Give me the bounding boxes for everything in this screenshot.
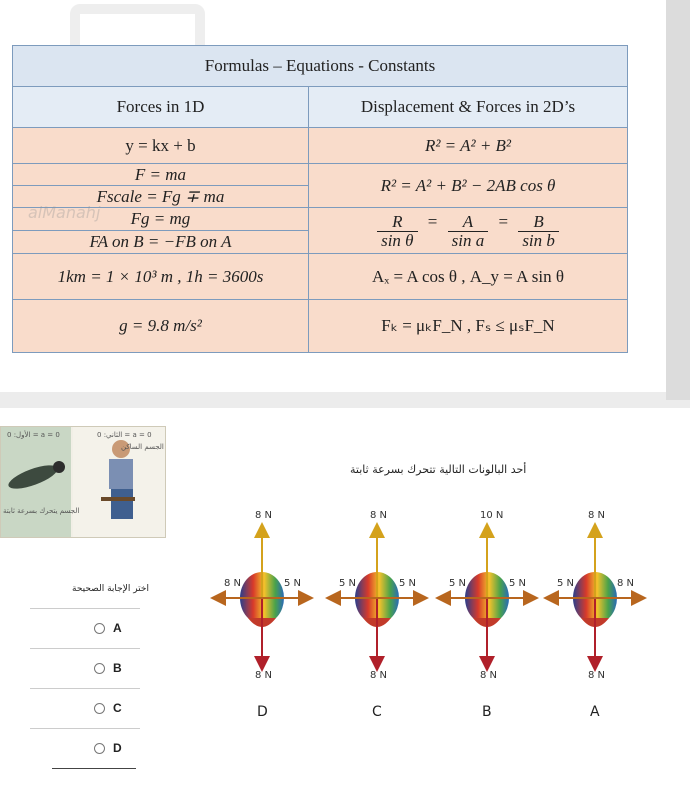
watermark-text-2: alManahj: [28, 203, 101, 222]
radio-icon[interactable]: [94, 743, 105, 754]
balloon-d: [218, 510, 306, 720]
illustration-photo: [0, 426, 166, 538]
balloon-letter: D: [257, 704, 268, 720]
force-label-right: 5 N: [399, 578, 417, 589]
formula-pythagoras: R² = A² + B²: [309, 128, 628, 164]
force-label-down: 8 N: [588, 670, 606, 681]
radio-icon[interactable]: [94, 663, 105, 674]
force-label-up: 8 N: [370, 510, 388, 521]
force-label-up: 10 N: [480, 510, 504, 521]
formula-scale-force: Fscale = Fg ∓ ma: [13, 185, 308, 207]
force-label-down: 8 N: [255, 670, 273, 681]
formula-unit-conversion: 1km = 1 × 10³ m , 1h = 3600s: [13, 254, 309, 300]
force-label-left: 5 N: [449, 578, 467, 589]
formula-weight: Fg = mg: [130, 209, 191, 228]
formula-sine-law: $\frac{R}{\text{sin θ}}$ = $\frac{A}{\text{sin a}}$ = $\frac{B}{\text{sin b}}$: [309, 208, 628, 254]
force-label-left: 8 N: [224, 578, 242, 589]
force-label-down: 8 N: [480, 670, 498, 681]
balloon-a: [551, 510, 639, 720]
option-d[interactable]: D: [30, 728, 140, 767]
radio-icon[interactable]: [94, 623, 105, 634]
force-label-right: 5 N: [509, 578, 527, 589]
formula-table: [12, 45, 628, 353]
balloon-b: [443, 510, 531, 720]
force-label-right: 5 N: [284, 578, 302, 589]
photo-label-2: الثاني: 0 = a = 0: [97, 431, 152, 439]
photo-label-4: الجسم يتحرك بسرعة ثابتة: [3, 507, 80, 515]
formula-newton-third: FA on B = −FB on A: [13, 230, 308, 253]
table-title: Formulas – Equations - Constants: [13, 46, 628, 87]
header-forces-1d: Forces in 1D: [13, 87, 309, 128]
force-label-up: 8 N: [255, 510, 273, 521]
option-b[interactable]: B: [30, 648, 140, 687]
formula-linear: y = kx + b: [13, 128, 309, 164]
balloon-letter: C: [372, 704, 382, 720]
formula-gravity: g = 9.8 m/s²: [13, 300, 309, 353]
formula-newton-second: F = ma: [134, 164, 187, 184]
header-displacement-2d: Displacement & Forces in 2D’s: [309, 87, 628, 128]
balloon-letter: A: [590, 704, 600, 720]
balloon-letter: B: [482, 704, 492, 720]
options-divider: [52, 768, 136, 769]
formula-components: Aₓ = A cos θ , A_y = A sin θ: [309, 254, 628, 300]
balloon-c: [333, 510, 421, 720]
photo-label-1: الأول: 0 = a = 0: [7, 431, 60, 439]
force-label-right: 8 N: [617, 578, 635, 589]
photo-label-3: الجسم الساكن: [121, 443, 164, 451]
scroll-gutter: [666, 0, 690, 400]
formula-friction: Fₖ = μₖF_N , Fₛ ≤ μₛF_N: [309, 300, 628, 353]
radio-icon[interactable]: [94, 703, 105, 714]
option-c[interactable]: C: [30, 688, 140, 727]
force-label-up: 8 N: [588, 510, 606, 521]
force-label-left: 5 N: [339, 578, 357, 589]
balloon-diagrams: [200, 500, 660, 730]
force-label-down: 8 N: [370, 670, 388, 681]
question-instruction: أحد البالونات التالية تتحرك بسرعة ثابتة: [350, 463, 527, 476]
formula-cosine-law: R² = A² + B² − 2AB cos θ: [309, 164, 628, 208]
choose-prompt: اختر الإجابة الصحيحة: [72, 584, 149, 594]
force-label-left: 5 N: [557, 578, 575, 589]
option-a[interactable]: A: [30, 608, 140, 647]
